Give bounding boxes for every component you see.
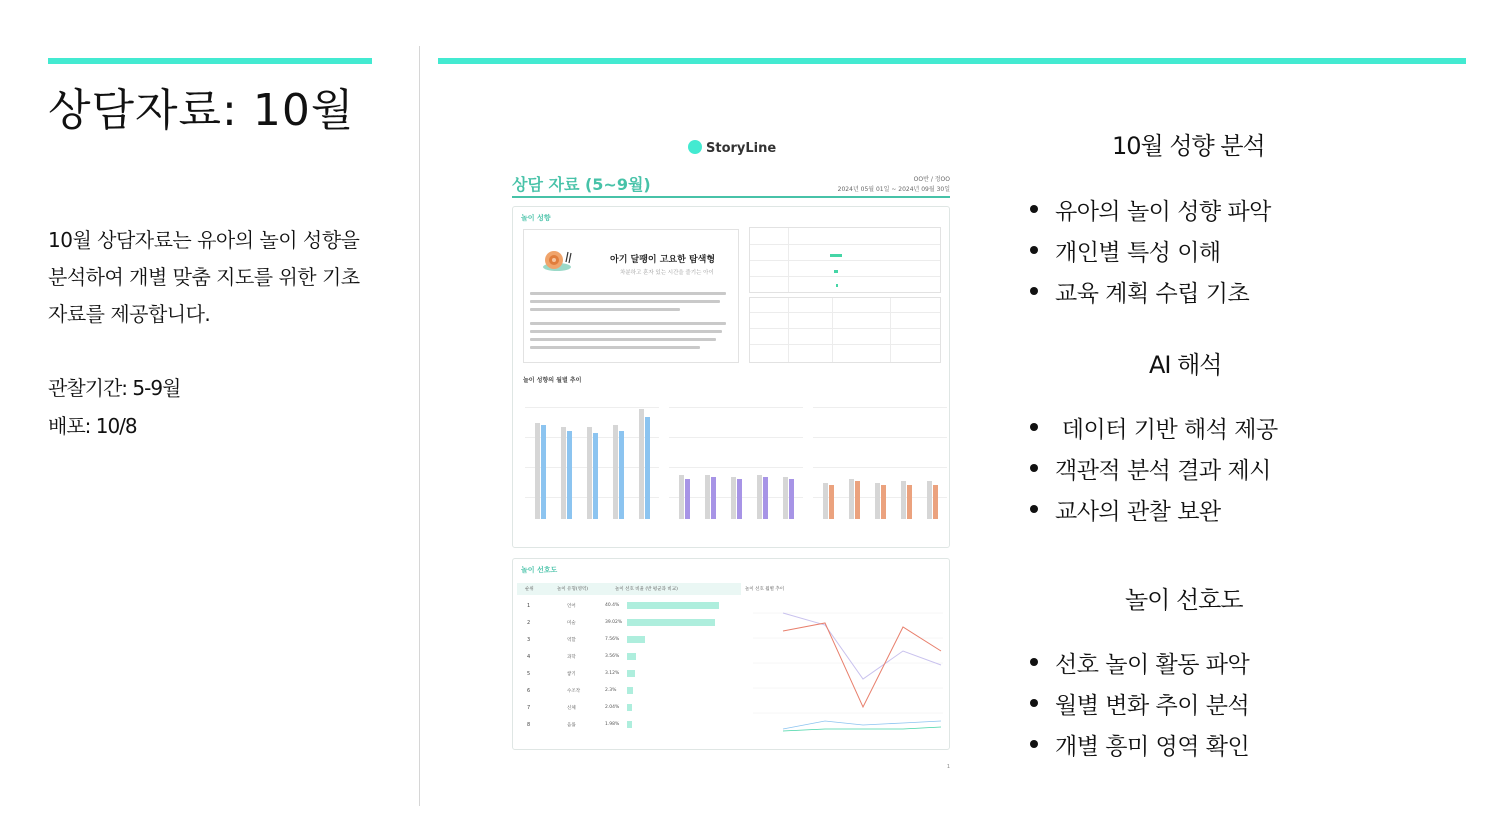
text-line: [530, 308, 680, 311]
pref-value: 7.56%: [605, 637, 620, 642]
date-range: 2024년 05월 01일 ~ 2024년 09월 30일: [837, 186, 950, 193]
trend-chart-3: [813, 387, 947, 519]
bullet-dot-icon: [1030, 658, 1038, 666]
pref-bar: [627, 704, 632, 711]
pref-name: 역할: [567, 638, 576, 643]
text-line: [530, 292, 726, 295]
left-accent-bar: [48, 58, 372, 64]
card-subtitle: 차분하고 혼자 있는 시간을 즐기는 아이: [620, 270, 714, 276]
slide-description: 10월 상담자료는 유아의 놀이 성향을 분석하여 개별 맞춤 지도를 위한 기초 자료를 제공합니다.: [48, 228, 360, 326]
bullet-dot-icon: [1030, 246, 1038, 254]
title-rule: [512, 196, 950, 198]
text-line: [530, 330, 722, 333]
bullet-dot-icon: [1030, 740, 1038, 748]
pref-header-trend: 놀이 선호 월별 추이: [745, 587, 785, 592]
score-table: [749, 297, 941, 363]
trend-label: 놀이 성향의 월별 추이: [523, 377, 582, 384]
pref-header-type: 놀이 유형(영역): [557, 587, 589, 592]
pref-rank: 2: [527, 620, 531, 626]
pref-name: 신체: [567, 706, 576, 711]
bullet-dot-icon: [1030, 205, 1038, 213]
bullet-item: 개별 흥미 영역 확인: [1030, 728, 1249, 769]
tendency-bar: [836, 284, 838, 287]
pref-rank: 4: [527, 654, 531, 660]
document-preview: [502, 126, 960, 774]
trend-chart-2: [669, 387, 803, 519]
pref-rank: 3: [527, 637, 531, 643]
text-line: [530, 346, 700, 349]
bullet-item: 개인별 특성 이해: [1030, 234, 1271, 275]
section-title-ai: AI 해석: [1149, 351, 1222, 379]
pref-name: 미술: [567, 621, 576, 626]
right-accent-bar: [438, 58, 1466, 64]
tendency-table: [749, 227, 941, 293]
bullet-item: 객관적 분석 결과 제시: [1030, 452, 1278, 493]
pref-bar: [627, 670, 635, 677]
pref-rank: 1: [527, 603, 531, 609]
pref-name: 수조작: [567, 689, 581, 694]
pref-rank: 7: [527, 705, 531, 711]
pref-bar: [627, 602, 719, 609]
tendency-bullets: [1030, 193, 1271, 316]
text-line: [530, 338, 716, 341]
text-line: [530, 300, 720, 303]
student-name: OO반 / 정OO: [913, 176, 950, 183]
preference-trend-chart: [743, 583, 943, 743]
bullet-item: 유아의 놀이 성향 파악: [1030, 193, 1271, 234]
section-title-preference: 놀이 선호도: [1125, 586, 1243, 614]
pref-value: 1.98%: [605, 722, 620, 727]
bullet-dot-icon: [1030, 505, 1038, 513]
bullet-item: 월별 변화 추이 분석: [1030, 687, 1249, 728]
snail-icon: [542, 248, 572, 272]
storyline-logo-icon: [688, 140, 702, 154]
pref-name: 쌓기: [567, 672, 576, 677]
trend-chart-1: [525, 387, 659, 519]
observation-period: 관찰기간: 5-9월: [48, 376, 181, 400]
document-title: 상담 자료 (5~9월): [512, 175, 651, 194]
distribution-date: 배포: 10/8: [48, 414, 137, 438]
bullet-dot-icon: [1030, 464, 1038, 472]
bullet-item: 선호 놀이 활동 파악: [1030, 646, 1249, 687]
pref-header-rank: 순위: [525, 587, 534, 592]
bullet-dot-icon: [1030, 423, 1038, 431]
text-line: [530, 322, 726, 325]
slide-title: 상담자료: 10월: [48, 85, 355, 136]
bullet-item: 데이터 기반 해석 제공: [1030, 411, 1278, 452]
pref-header-ratio: 놀이 선호 비율 (반 평균과 비교): [615, 587, 678, 592]
bullet-dot-icon: [1030, 287, 1038, 295]
logo-text: StoryLine: [706, 141, 777, 156]
pref-value: 2.3%: [605, 688, 617, 693]
pref-bar: [627, 636, 645, 643]
pref-rank: 5: [527, 671, 531, 677]
pref-bar: [627, 653, 636, 660]
bullet-dot-icon: [1030, 699, 1038, 707]
pref-name: 음률: [567, 723, 576, 728]
vertical-divider: [419, 46, 420, 806]
pref-rank: 8: [527, 722, 531, 728]
pref-rank: 6: [527, 688, 531, 694]
bullet-item: 교사의 관찰 보완: [1030, 493, 1278, 534]
pref-name: 과학: [567, 655, 576, 660]
ai-bullets: [1030, 411, 1278, 534]
card-title: 아기 달팽이 고요한 탐색형: [610, 255, 716, 265]
tendency-bar: [834, 270, 838, 273]
pref-value: 2.04%: [605, 705, 620, 710]
page-number: 1: [946, 764, 950, 770]
storyline-logo: [688, 140, 776, 156]
pref-bar: [627, 721, 632, 728]
tendency-card: [523, 229, 739, 363]
tendency-heading: 놀이 성향: [521, 214, 551, 222]
pref-value: 40.4%: [605, 603, 620, 608]
preference-panel: [512, 558, 950, 750]
pref-bar: [627, 619, 715, 626]
section-title-tendency: 10월 성향 분석: [1112, 132, 1265, 160]
pref-value: 3.56%: [605, 654, 620, 659]
bullet-item: 교육 계획 수립 기초: [1030, 275, 1271, 316]
tendency-bar: [830, 254, 842, 257]
pref-value: 39.02%: [605, 620, 623, 625]
pref-value: 3.12%: [605, 671, 620, 676]
pref-name: 언어: [567, 604, 576, 609]
preference-bullets: [1030, 646, 1249, 769]
tendency-panel: [512, 206, 950, 548]
preference-heading: 놀이 선호도: [521, 566, 558, 574]
pref-bar: [627, 687, 633, 694]
